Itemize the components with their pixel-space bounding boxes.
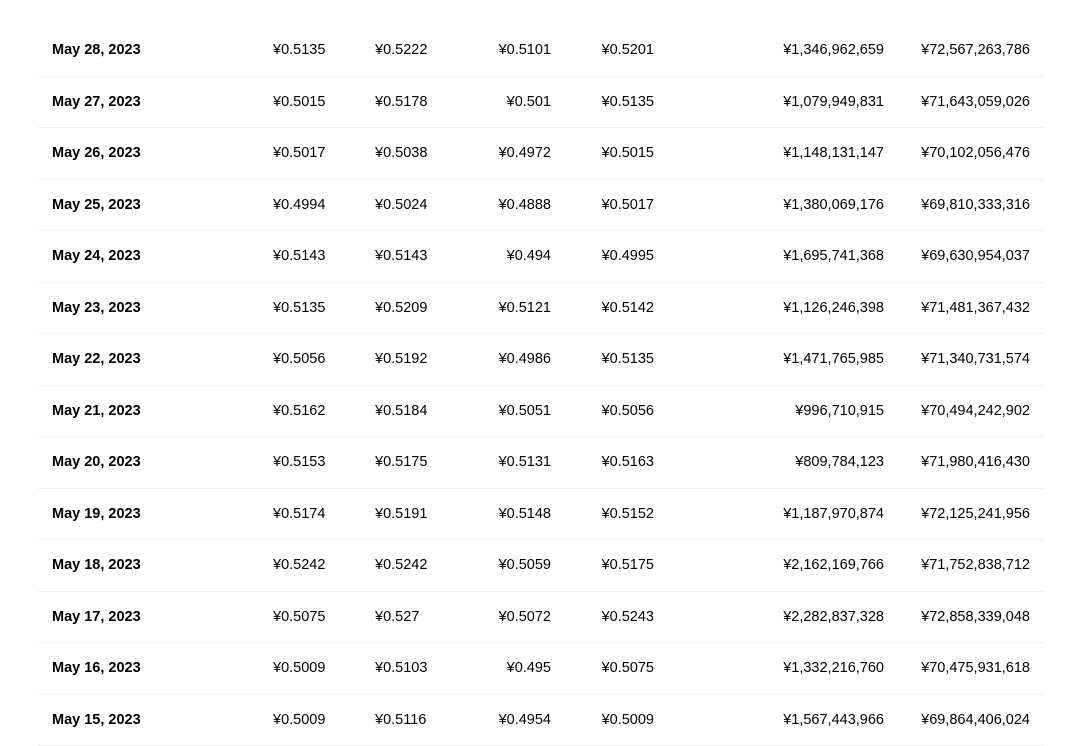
table-row — [38, 231, 1044, 283]
open-price-cell: ¥0.5015 — [273, 77, 325, 129]
volume-cell: ¥2,282,837,328 — [783, 592, 884, 644]
high-price-cell: ¥0.5103 — [375, 643, 427, 695]
high-price-cell: ¥0.5038 — [375, 128, 427, 180]
date-cell: May 25, 2023 — [52, 180, 141, 232]
open-price-cell: ¥0.5153 — [273, 437, 325, 489]
open-price-cell: ¥0.5056 — [273, 334, 325, 386]
low-price-cell: ¥0.5072 — [499, 592, 551, 644]
market-cap-cell: ¥71,340,731,574 — [921, 334, 1030, 386]
open-price-cell: ¥0.5017 — [273, 128, 325, 180]
open-price-cell: ¥0.5009 — [273, 643, 325, 695]
low-price-cell: ¥0.4986 — [499, 334, 551, 386]
volume-cell: ¥1,126,246,398 — [783, 283, 884, 335]
close-price-cell: ¥0.5075 — [602, 643, 654, 695]
volume-cell: ¥996,710,915 — [795, 386, 884, 438]
date-cell: May 18, 2023 — [52, 540, 141, 592]
open-price-cell: ¥0.5135 — [273, 283, 325, 335]
low-price-cell: ¥0.495 — [507, 643, 551, 695]
market-cap-cell: ¥71,752,838,712 — [921, 540, 1030, 592]
open-price-cell: ¥0.5135 — [273, 25, 325, 77]
volume-cell: ¥1,567,443,966 — [783, 695, 884, 746]
volume-cell: ¥1,471,765,985 — [783, 334, 884, 386]
open-price-cell: ¥0.5174 — [273, 489, 325, 541]
table-row — [38, 283, 1044, 335]
table-row — [38, 643, 1044, 695]
close-price-cell: ¥0.5017 — [602, 180, 654, 232]
low-price-cell: ¥0.5059 — [499, 540, 551, 592]
market-cap-cell: ¥70,475,931,618 — [921, 643, 1030, 695]
close-price-cell: ¥0.5135 — [602, 77, 654, 129]
table-row — [38, 695, 1044, 746]
table-body — [38, 25, 1044, 746]
high-price-cell: ¥0.5184 — [375, 386, 427, 438]
date-cell: May 15, 2023 — [52, 695, 141, 746]
high-price-cell: ¥0.5116 — [375, 695, 426, 746]
open-price-cell: ¥0.4994 — [273, 180, 325, 232]
table-row — [38, 25, 1044, 77]
low-price-cell: ¥0.4972 — [499, 128, 551, 180]
volume-cell: ¥1,346,962,659 — [783, 25, 884, 77]
date-cell: May 22, 2023 — [52, 334, 141, 386]
open-price-cell: ¥0.5075 — [273, 592, 325, 644]
low-price-cell: ¥0.5148 — [499, 489, 551, 541]
close-price-cell: ¥0.5056 — [602, 386, 654, 438]
high-price-cell: ¥0.5222 — [375, 25, 427, 77]
market-cap-cell: ¥71,481,367,432 — [921, 283, 1030, 335]
open-price-cell: ¥0.5162 — [273, 386, 325, 438]
low-price-cell: ¥0.5131 — [499, 437, 551, 489]
table-row — [38, 540, 1044, 592]
volume-cell: ¥1,187,970,874 — [783, 489, 884, 541]
date-cell: May 27, 2023 — [52, 77, 141, 129]
low-price-cell: ¥0.494 — [507, 231, 551, 283]
date-cell: May 21, 2023 — [52, 386, 141, 438]
market-cap-cell: ¥70,494,242,902 — [921, 386, 1030, 438]
close-price-cell: ¥0.5163 — [602, 437, 654, 489]
low-price-cell: ¥0.4954 — [499, 695, 551, 746]
market-cap-cell: ¥72,125,241,956 — [921, 489, 1030, 541]
volume-cell: ¥1,380,069,176 — [783, 180, 884, 232]
market-cap-cell: ¥72,567,263,786 — [921, 25, 1030, 77]
market-cap-cell: ¥69,864,406,024 — [921, 695, 1030, 746]
close-price-cell: ¥0.5135 — [602, 334, 654, 386]
date-cell: May 26, 2023 — [52, 128, 141, 180]
high-price-cell: ¥0.5209 — [375, 283, 427, 335]
open-price-cell: ¥0.5143 — [273, 231, 325, 283]
high-price-cell: ¥0.5143 — [375, 231, 427, 283]
volume-cell: ¥1,695,741,368 — [783, 231, 884, 283]
close-price-cell: ¥0.5201 — [602, 25, 654, 77]
table-row — [38, 489, 1044, 541]
table-row — [38, 128, 1044, 180]
high-price-cell: ¥0.5192 — [375, 334, 427, 386]
market-cap-cell: ¥71,643,059,026 — [921, 77, 1030, 129]
high-price-cell: ¥0.5178 — [375, 77, 427, 129]
high-price-cell: ¥0.5191 — [375, 489, 427, 541]
table-row — [38, 180, 1044, 232]
market-cap-cell: ¥71,980,416,430 — [921, 437, 1030, 489]
date-cell: May 20, 2023 — [52, 437, 141, 489]
close-price-cell: ¥0.5009 — [602, 695, 654, 746]
volume-cell: ¥2,162,169,766 — [783, 540, 884, 592]
volume-cell: ¥1,332,216,760 — [783, 643, 884, 695]
price-history-table — [38, 25, 1044, 746]
low-price-cell: ¥0.501 — [507, 77, 551, 129]
date-cell: May 19, 2023 — [52, 489, 141, 541]
high-price-cell: ¥0.5024 — [375, 180, 427, 232]
table-row — [38, 592, 1044, 644]
low-price-cell: ¥0.5121 — [499, 283, 551, 335]
market-cap-cell: ¥69,810,333,316 — [921, 180, 1030, 232]
high-price-cell: ¥0.5175 — [375, 437, 427, 489]
close-price-cell: ¥0.5142 — [602, 283, 654, 335]
date-cell: May 16, 2023 — [52, 643, 141, 695]
date-cell: May 28, 2023 — [52, 25, 141, 77]
low-price-cell: ¥0.5051 — [499, 386, 551, 438]
table-row — [38, 386, 1044, 438]
low-price-cell: ¥0.4888 — [499, 180, 551, 232]
volume-cell: ¥809,784,123 — [795, 437, 884, 489]
table-row — [38, 334, 1044, 386]
close-price-cell: ¥0.5175 — [602, 540, 654, 592]
volume-cell: ¥1,148,131,147 — [783, 128, 884, 180]
date-cell: May 17, 2023 — [52, 592, 141, 644]
volume-cell: ¥1,079,949,831 — [783, 77, 884, 129]
open-price-cell: ¥0.5009 — [273, 695, 325, 746]
open-price-cell: ¥0.5242 — [273, 540, 325, 592]
date-cell: May 23, 2023 — [52, 283, 141, 335]
market-cap-cell: ¥69,630,954,037 — [921, 231, 1030, 283]
date-cell: May 24, 2023 — [52, 231, 141, 283]
close-price-cell: ¥0.5243 — [602, 592, 654, 644]
close-price-cell: ¥0.5152 — [602, 489, 654, 541]
table-row — [38, 437, 1044, 489]
close-price-cell: ¥0.5015 — [602, 128, 654, 180]
high-price-cell: ¥0.527 — [375, 592, 419, 644]
market-cap-cell: ¥72,858,339,048 — [921, 592, 1030, 644]
high-price-cell: ¥0.5242 — [375, 540, 427, 592]
table-row — [38, 77, 1044, 129]
low-price-cell: ¥0.5101 — [499, 25, 551, 77]
close-price-cell: ¥0.4995 — [602, 231, 654, 283]
market-cap-cell: ¥70,102,056,476 — [921, 128, 1030, 180]
